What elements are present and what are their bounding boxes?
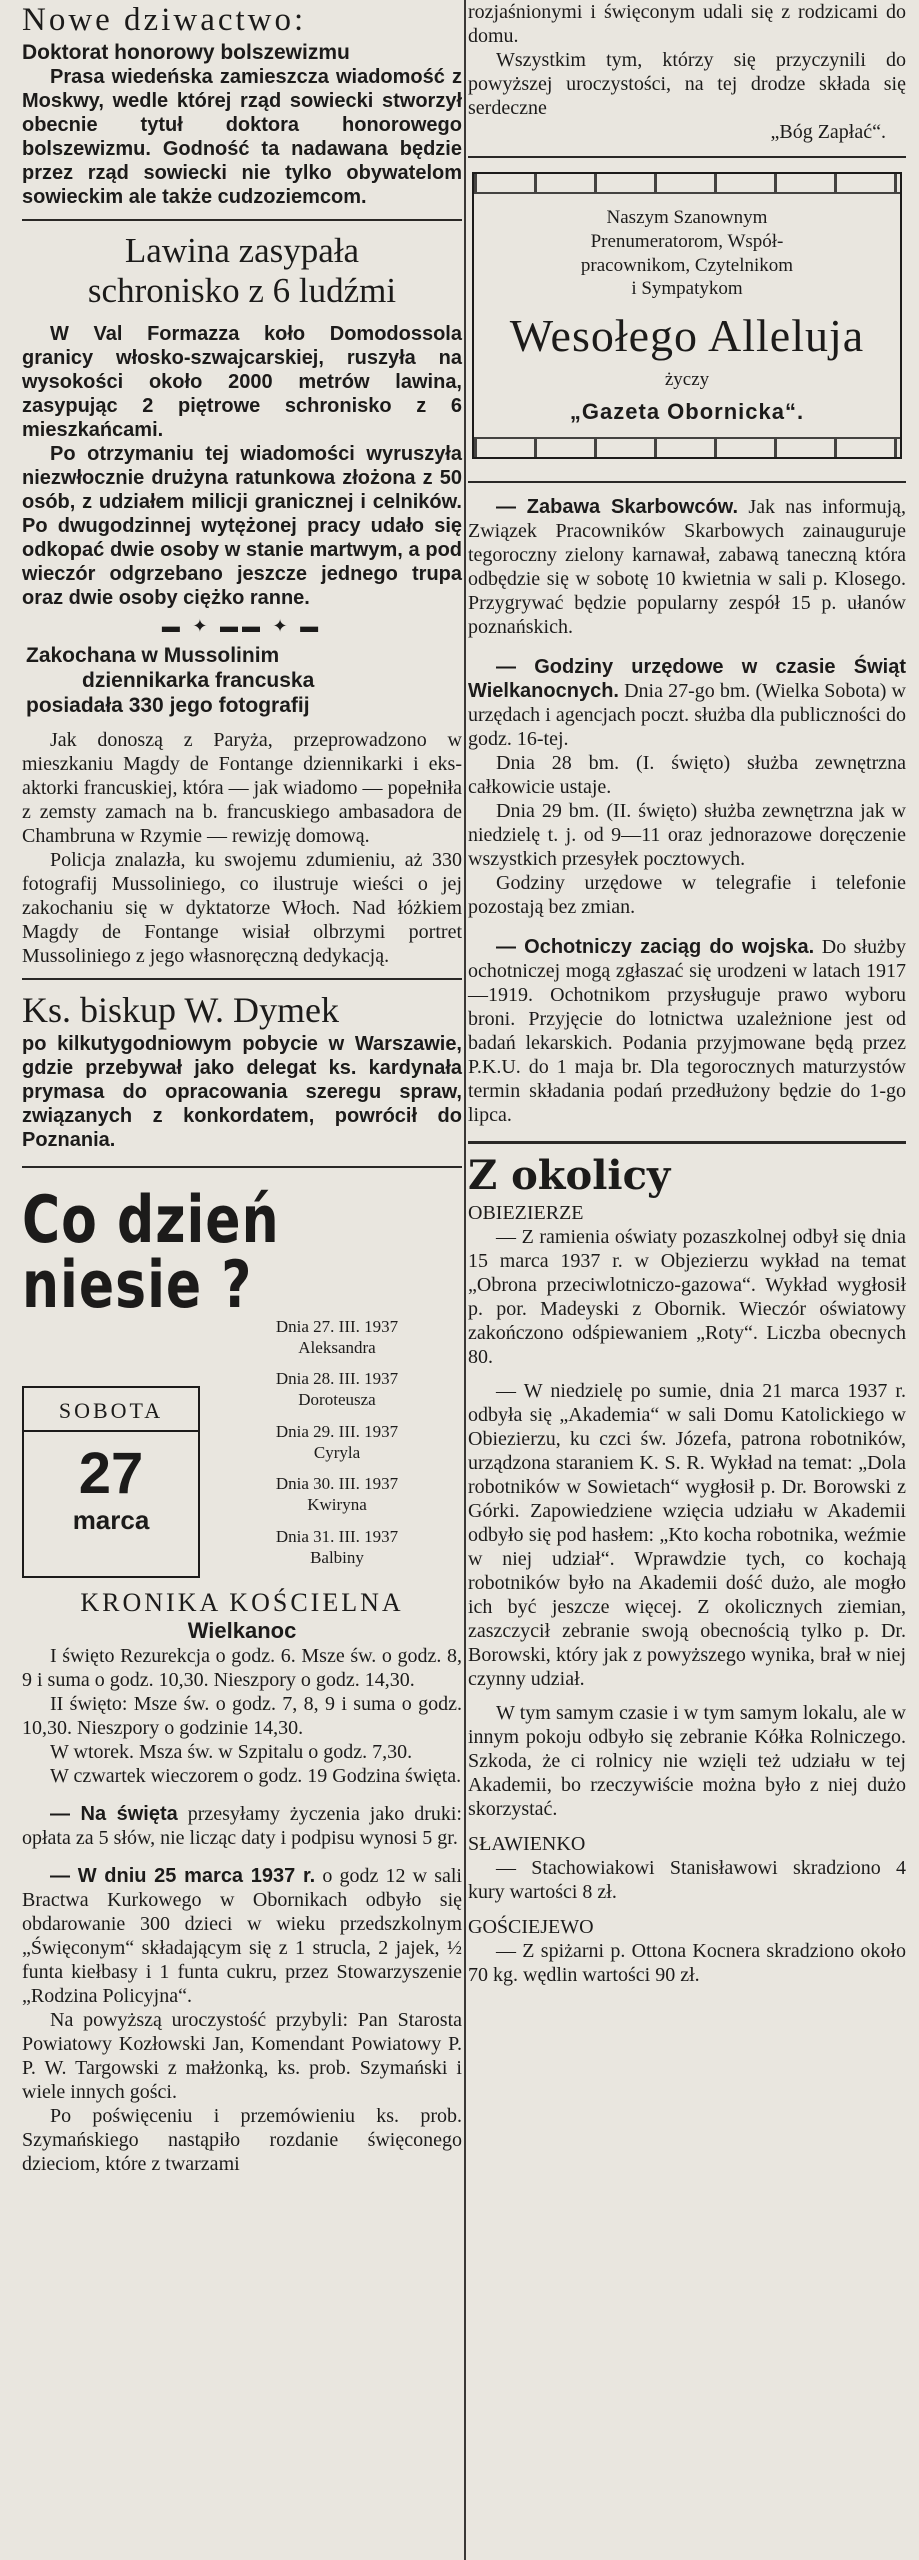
paragraph: Policja znalazła, ku swojemu zdumieniu, aż 330 fotografij Mussoliniego, co ilustruje wieści o jej zakochaniu się w dyktatorze Włoch. Nad łóżkiem Magdy de Fontange wisiał olbrzymi portret Mussoliniego z jego własnoręczną dedykacją. — [22, 849, 462, 968]
notice-body: o godz 12 w sali Bractwa Kurkowego w Obornikach odbyło się obdarowanie 300 dzieci w wieku przedszkolnym „Święconym“ składającym się z 1 strucla, 2 jajek, ½ funta kiełbasy i 1 funta cukru, przez Stowarzyszenie „Rodzina Policyjna“. — [22, 1865, 462, 2008]
co-dzien-niesie — [22, 1182, 462, 1579]
paragraph: Wszystkim tym, którzy się przyczynili do powyższej uroczystości, na tej drodze składa się serdeczne — [468, 49, 906, 119]
article-body: Prasa wiedeńska zamieszcza wiadomość z Moskwy, wedle której rząd sowiecki stworzył obecnie tytuł doktora honorowego bolszewizmu. Godność ta nadawana będzie przez rząd sowiecki nie tylko obywatelom sowieckim ale także cudzoziemcom. — [22, 66, 462, 209]
entry-name: Doroteusza — [298, 1390, 376, 1410]
paragraph: W Val Formazza koło Domodossola granicy włosko-szwajcarskiej, ruszyła na wysokości około 2000 metrów lawina, zasypując 2 piętrowe schronisko z 6 mieszkańcami. — [22, 322, 462, 441]
calendar — [22, 1316, 462, 1579]
paragraph — [22, 1864, 462, 2008]
entry-name: Aleksandra — [298, 1337, 376, 1357]
section-title: Co dzień niesie ? — [22, 1182, 280, 1323]
paragraph: — W niedzielę po sumie, dnia 21 marca 1937 r. odbyła się „Akademia“ w sali Domu Katolickiego w Obiezierzu, ku czci św. Józefa, patrona robotników, urządzona staraniem K. S. R. Wykład na temat: „Dola robotników w Sowietach“ wygłosił p. Dr. Borowski z Górki. Zapowiedziene wzięcia udziału w Akademii odbyło się pod hasłem: „Kto kocha robotnika, weźmie w niej udział“. Wprawdzie tych, co kochają robotników było na Akademii dość dużo, ale mogło ich być jeszcze więcej. Z okolicznych ziemian, zaszczycił zebranie swoją obecnością tylko p. Dr. Borowski, który jak z powyższego wynika, brał w niej czynny udział. — [468, 1380, 906, 1691]
section-title: KRONIKA KOŚCIELNA — [80, 1588, 404, 1618]
entry-name: Kwiryna — [307, 1495, 367, 1515]
greeting-line: życzy — [664, 368, 710, 390]
notice-w-dniu — [22, 1864, 462, 2176]
calendar-day: SOBOTA — [24, 1388, 198, 1432]
notice-lead: — Zabawa Skarbowców. — [496, 496, 739, 519]
greeting-line: i Sympatykom — [631, 278, 743, 300]
greeting-line: Naszym Szanownym — [606, 207, 768, 228]
paragraph: rozjaśnionymi i święconym udali się z rodzicami do domu. — [468, 1, 906, 47]
paragraph: I święto Rezurekcja o godz. 6. Msze św. o godz. 8, 9 i suma o godz. 10,30. Nieszpory o godz. 14,30. — [22, 1645, 462, 1692]
paragraph: — Z spiżarni p. Ottona Kocnera skradziono około 70 kg. wędlin wartości 90 zł. — [468, 1940, 906, 1987]
entry-name: Balbiny — [310, 1547, 364, 1567]
left-column — [22, 0, 462, 2176]
headline: posiadała 330 jego fotografij — [26, 694, 310, 717]
publisher-name: „Gazeta Obornicka“. — [569, 399, 805, 425]
paragraph: W czwartek wieczorem o godz. 19 Godzina święta. — [50, 1765, 462, 1788]
entry-name: Cyryla — [313, 1442, 361, 1462]
paragraph: Po poświęceniu i przemówieniu ks. prob. Szymańskiego nastąpiło rozdanie święconego dzieciom, które z twarzami — [22, 2105, 462, 2176]
notice-body: Dnia 27-go bm. (Wielka Sobota) w urzędach i agencjach poczt. służba dla publiczności do godz. 16-tej. — [468, 680, 906, 751]
greeting-line: pracownikom, Czytelnikom — [580, 254, 794, 276]
divider — [468, 156, 906, 158]
ornament-border-icon — [474, 437, 900, 457]
notice-body: przesyłamy życzenia jako druki: opłata za 5 słów, nie licząc daty i podpisu wynosi 5 gr. — [22, 1803, 462, 1850]
column-divider — [464, 0, 466, 2560]
entry-date: Dnia 29. III. 1937 — [275, 1421, 399, 1441]
ornament-border-icon — [474, 174, 900, 194]
notice-lead: — Godziny urzędowe w czasie Świąt Wielkanocnych. — [468, 656, 906, 703]
calendar-number: 27 — [78, 1440, 144, 1506]
headline: dziennikarka francuska — [82, 668, 315, 692]
headline: Nowe dziwactwo: — [22, 2, 307, 38]
divider — [468, 481, 906, 483]
locality-name: SŁAWIENKO — [468, 1833, 586, 1856]
name-day-entry — [212, 1473, 462, 1516]
calendar-box — [22, 1386, 200, 1579]
greeting-line: Prenumeratorom, Współ- — [590, 230, 784, 252]
notice-lead: — W dniu 25 marca 1937 r. — [50, 1865, 316, 1888]
calendar-month: marca — [72, 1505, 150, 1536]
paragraph: Dnia 29 bm. (II. święto) służba zewnętrzna jak w niedzielę t. j. od 9—11 oraz jednorazowe doręczenie wszystkich przesyłek pocztowych. — [468, 800, 906, 871]
paragraph: Po otrzymaniu tej wiadomości wyruszyła niezwłocznie drużyna ratunkowa złożona z 50 osób, z udziałem milicji granicznej i celników. Po dwugodzinnej wytężonej pracy udało się odkopać dwie osoby w stanie martwym, a pod wieczór odgrzebano jeszcze jednego trupa oraz dwie osoby ciężko ranne. — [22, 442, 462, 609]
divider — [22, 978, 462, 980]
right-column — [468, 0, 906, 1987]
paragraph: — Z ramienia oświaty pozaszkolnej odbył się dnia 15 marca 1937 r. w Objezierzu wykład na temat „Obrona przeciwlotniczo-gazowa“. Wykład wygłosił p. por. Madeyski z Obornik. Wieczór oświatowy zakończono odśpiewaniem „Roty“. Liczba obecnych 80. — [468, 1226, 906, 1369]
article-body: po kilkutygodniowym pobycie w Warszawie, gdzie przebywał jako delegat ks. kardynała prymasa do opracowania szeregu spraw, związanych z konkordatem, powrócił do Poznania. — [22, 1032, 462, 1151]
entry-date: Dnia 28. III. 1937 — [275, 1369, 399, 1389]
paragraph: — Stachowiakowi Stanisławowi skradziono 4 kury wartości 8 zł. — [468, 1857, 906, 1904]
paragraph: Godziny urzędowe w telegrafie i telefonie pozostają bez zmian. — [468, 872, 906, 919]
entry-date: Dnia 27. III. 1937 — [275, 1316, 399, 1336]
name-day-entry — [212, 1526, 462, 1569]
divider — [22, 219, 462, 221]
entry-date: Dnia 31. III. 1937 — [275, 1526, 399, 1546]
section-title: Z okolicy — [468, 1152, 671, 1200]
locality-name: OBIEZIERZE — [468, 1202, 584, 1225]
notice-godziny — [468, 655, 906, 919]
paragraph: Jak donoszą z Paryża, przeprowadzono w mieszkaniu Magdy de Fontange dziennikarki i eks-aktorki francuskiej, która — jak wiadomo — popełniła z zemsty zamach na b. francuskiego ambasadora de Chambruna w Rzymie — rewizję domową. — [22, 729, 462, 848]
article-lawina — [22, 231, 462, 610]
headline: Ks. biskup W. Dymek — [22, 990, 340, 1031]
notice-lead: — Ochotniczy zaciąg do wojska. — [496, 936, 815, 959]
headline: Lawina zasypała — [124, 231, 360, 271]
paragraph: Dnia 28 bm. (I. święto) służba zewnętrzna całkowicie ustaje. — [468, 752, 906, 799]
entry-date: Dnia 30. III. 1937 — [275, 1474, 399, 1494]
kronika-koscielna — [22, 1588, 462, 1788]
headline: schronisko z 6 ludźmi — [87, 271, 397, 311]
article-mussolini — [22, 643, 462, 969]
notice-body: Jak nas informują, Związek Pracowników Skarbowych zainauguruje tegoroczny zielony karnawał, zabawą taneczną która odbędzie się w sobotę 10 kwietnia w sali p. Klosego. Przygrywać będzie popularny zespół 15 p. ułanów poznańskich. — [468, 496, 907, 639]
greeting-title: Wesołego Alleluja — [509, 310, 865, 361]
article-nowe-dziwactwo — [22, 2, 462, 209]
name-days-list — [200, 1316, 462, 1579]
subheadline: Doktorat honorowy bolszewizmu — [22, 40, 350, 64]
headline: Zakochana w Mussolinim — [26, 643, 280, 667]
notice-na-swieta — [22, 1802, 462, 1850]
notice-body: Do służby ochotniczej mogą zgłaszać się urodzeni w latach 1917—1919. Ochotnikom przysługuje prawo wyboru broni. Przyjęcie do lotnictwa uzależnione jest od badań lekarskich. Podania przyjmowane będą przez P.K.U. do 1 maja br. Dla tegorocznych maturzystów termin składania podań przedłużony będzie do 1-go lipca. — [468, 936, 906, 1127]
paragraph: W tym samym czasie i w tym samym lokalu, ale w innym pokoju odbyło się zebranie Kółka Rolniczego. Szkoda, że ci rolnicy nie wzięli też udziału w tej Akademii, bo rzeczywiście można było z niej dużo skorzystać. — [468, 1702, 906, 1821]
paragraph: Na powyższą uroczystość przybyli: Pan Starosta Powiatowy Kozłowski Jan, Komendant Powiatowy P. P. W. Targowski z małżonką, ks. prob. Szymański i wiele innych gości. — [22, 2009, 462, 2104]
notice-zabawa — [468, 495, 906, 639]
paragraph — [468, 655, 906, 751]
article-dymek — [22, 990, 462, 1151]
divider — [22, 1166, 462, 1168]
easter-greeting-box — [472, 172, 902, 459]
section-subtitle: Wielkanoc — [187, 1618, 297, 1644]
name-day-entry — [212, 1368, 462, 1411]
paragraph: II święto: Msze św. o godz. 7, 8, 9 i suma o godz. 10,30. Nieszpory o godzinie 14,30. — [22, 1693, 462, 1740]
paragraph: W wtorek. Msza św. w Szpitalu o godz. 7,30. — [50, 1741, 413, 1764]
divider — [468, 1141, 906, 1144]
locality-name: GOŚCIEJEWO — [468, 1916, 594, 1939]
notice-ochotniczy — [468, 935, 906, 1127]
signature: „Bóg Zapłać“. — [770, 121, 886, 143]
name-day-entry — [212, 1421, 462, 1464]
section-z-okolicy — [468, 1154, 906, 1987]
notice-lead: — Na święta — [50, 1803, 178, 1826]
ornament-icon: ▬ ✦ ▬▬ ✦ ▬ — [161, 615, 323, 636]
